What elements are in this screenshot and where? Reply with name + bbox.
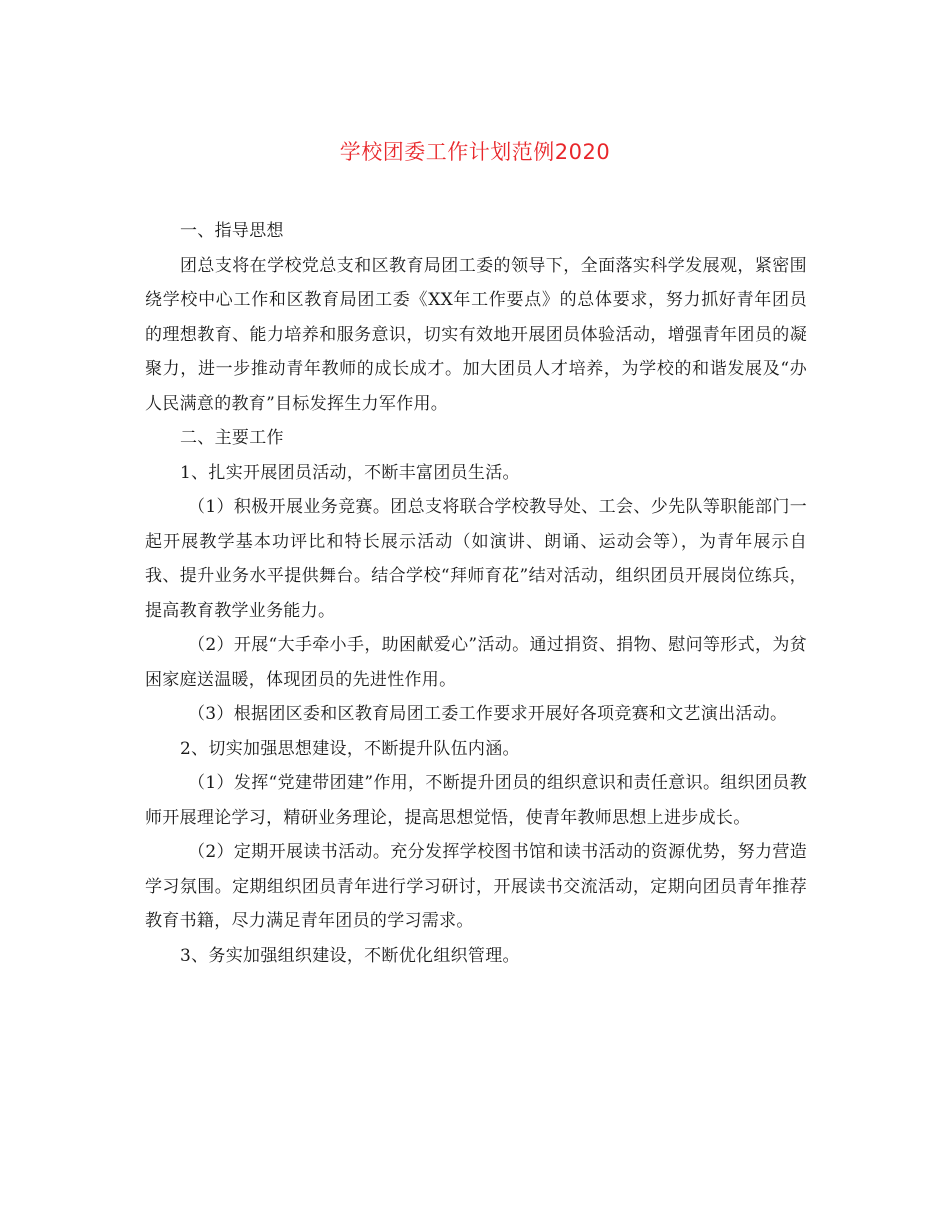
item-paragraph-1-3: （3）根据团区委和区教育局团工委工作要求开展好各项竞赛和文艺演出活动。 bbox=[188, 704, 788, 724]
item-paragraph-2-1: （1）发挥“党建带团建”作用，不断提升团员的组织意识和责任意识。组织团员教师开展理论学习，精研业务理论，提高思想觉悟，使青年教师思想上进步成长。 bbox=[145, 773, 807, 828]
document-body bbox=[145, 214, 807, 973]
section-heading-main-work: 二、主要工作 bbox=[180, 428, 284, 448]
subsection-heading-2: 2、切实加强思想建设，不断提升队伍内涵。 bbox=[180, 738, 520, 759]
item-paragraph-2-2: （2）定期开展读书活动。充分发挥学校图书馆和读书活动的资源优势，努力营造学习氛围。定期组织团员青年进行学习研讨，开展读书交流活动，定期向团员青年推荐教育书籍，尽力满足青年团员的学习需求。 bbox=[145, 842, 807, 931]
subsection-heading-1: 1、扎实开展团员活动，不断丰富团员生活。 bbox=[180, 462, 520, 483]
item-paragraph-1-2: （2）开展“大手牵小手，助困献爱心”活动。通过捐资、捐物、慰问等形式，为贫困家庭送温暖，体现团员的先进性作用。 bbox=[145, 635, 807, 690]
section-heading-guiding-ideology: 一、指导思想 bbox=[180, 221, 284, 241]
document-title: 学校团委工作计划范例2020 bbox=[339, 140, 611, 164]
item-paragraph-1-1: （1）积极开展业务竞赛。团总支将联合学校教导处、工会、少先队等职能部门一起开展教学基本功评比和特长展示活动（如演讲、朗诵、运动会等），为青年展示自我、提升业务水平提供舞台。结合学校“拜师育花”结对活动，组织团员开展岗位练兵，提高教育教学业务能力。 bbox=[145, 497, 807, 621]
body-paragraph: 团总支将在学校党总支和区教育局团工委的领导下，全面落实科学发展观，紧密围绕学校中心工作和区教育局团工委《XX年工作要点》的总体要求，努力抓好青年团员的理想教育、能力培养和服务意识，切实有效地开展团员体验活动，增强青年团员的凝聚力，进一步推动青年教师的成长成才。加大团员人才培养，为学校的和谐发展及“办人民满意的教育”目标发挥生力军作用。 bbox=[145, 255, 807, 414]
subsection-heading-3: 3、务实加强组织建设，不断优化组织管理。 bbox=[180, 945, 520, 966]
